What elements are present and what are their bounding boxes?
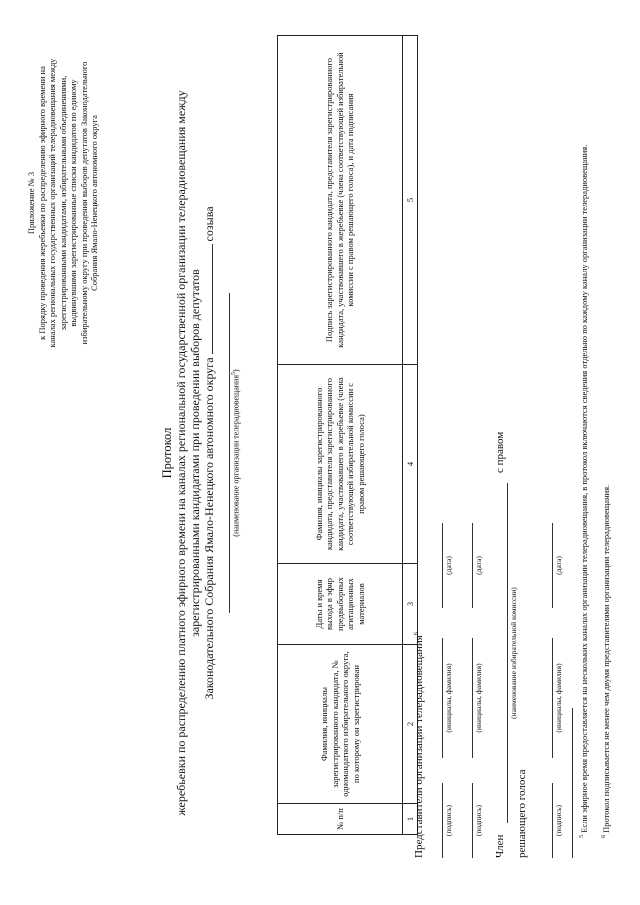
with-right-label: с правом: [494, 431, 506, 473]
name-line: [552, 638, 553, 758]
title-line: зарегистрированными кандидатами при проведении выборов депутатов: [188, 268, 202, 637]
footnote-mark: 5: [579, 834, 585, 838]
appendix-line: избирательному округу при проведении выборов депутатов Законодательного: [78, 61, 89, 344]
appendix-line: каналах региональных государственных организаций телерадиовещания между: [47, 57, 57, 348]
appendix-line: к Порядку проведения жеребьевки по распределению эфирного времени на: [36, 65, 47, 340]
signature-caption: (подпись): [554, 804, 563, 836]
table-header-row: [278, 35, 403, 834]
signature-line: [472, 783, 473, 858]
commission-caption: (наименование избирательной комиссии): [509, 586, 518, 719]
column-number: 4: [403, 364, 418, 563]
footnote-5: [577, 78, 589, 858]
footnote-ref: 6: [413, 631, 420, 635]
appendix-note: [26, 43, 100, 363]
document-title: [160, 23, 216, 883]
date-line: [552, 523, 553, 608]
date-line: [472, 523, 473, 608]
footnote-text: Если эфирное время предоставляется на нескольких каналах организации телерадиовещания, в протокол включаются сведения отдельно по каждому каналу организации телерадиовещания.: [578, 144, 589, 833]
footnote-ref: 5: [231, 371, 237, 375]
convocation-blank: [202, 244, 213, 354]
name-caption: (инициалы, фамилия): [554, 662, 563, 733]
header-signature: Подпись зарегистрированного кандидата, представителя зарегистрированного кандидата, участвовавшего в жеребьевке (члена соответствующей избирательной комиссии с правом решающего голоса), и дата подписания: [278, 35, 403, 364]
signature-caption: (подпись): [474, 804, 483, 836]
signature-line: [442, 783, 443, 858]
title-convocation: созыва: [202, 205, 216, 241]
name-caption: (инициалы, фамилия): [474, 662, 483, 733]
column-number: 5: [403, 35, 418, 364]
footnote-text: Протокол подписывается не менее чем двумя представителями организации телерадиовещания.: [600, 484, 611, 833]
footnote-6: [599, 78, 611, 858]
column-number: 1: [403, 803, 418, 834]
commission-line: [507, 483, 508, 823]
name-line: [472, 638, 473, 758]
header-candidate: Фамилия, инициалы зарегистрированного кандидата, № одномандатного избирательного округа, по которому он зарегистрирован: [278, 644, 403, 803]
protocol-table: [277, 35, 418, 835]
appendix-line: Собрания Ямало-Ненецкого автономного округа: [89, 114, 99, 291]
deciding-vote-label: решающего голоса: [516, 768, 528, 858]
representatives-label: [413, 632, 425, 858]
representatives-label-text: Представители организации телерадиовещания: [413, 634, 425, 858]
name-line: [442, 638, 443, 758]
date-caption: (дата): [474, 555, 483, 575]
org-name-caption: (наименование организации телерадиовещания: [231, 374, 241, 537]
footnote-mark: 6: [601, 834, 607, 838]
org-name-line: (наименование организации телерадиовещания$^5$): [229, 293, 241, 613]
member-label: Член: [494, 834, 506, 858]
column-number: 3: [403, 563, 418, 644]
header-airtime: Даты и время выхода в эфир предвыборных агитационных материалов: [278, 563, 403, 644]
header-number: № п/п: [278, 803, 403, 834]
appendix-number: Приложение № 3: [26, 171, 36, 234]
title-heading: Протокол: [160, 427, 174, 478]
date-caption: (дата): [554, 555, 563, 575]
protocol-page: [24, 23, 616, 883]
title-line: жеребьевки по распределению платного эфирного времени на каналах региональной государственной организации телерадиовещания между: [174, 89, 188, 816]
title-assembly: Законодательного Собрания Ямало-Ненецкого автономного округа: [202, 356, 216, 700]
signature-caption: (подпись): [444, 804, 453, 836]
date-line: [442, 523, 443, 608]
appendix-line: зарегистрированными кандидатами, избирательными объединениями,: [57, 75, 68, 330]
date-caption: (дата): [444, 555, 453, 575]
signature-line: [552, 783, 553, 858]
column-number: 2: [403, 644, 418, 803]
name-caption: (инициалы, фамилия): [444, 662, 453, 733]
title-line: [202, 23, 216, 883]
appendix-line: выдвинувшими зарегистрированные списки кандидатов по единому: [68, 78, 78, 327]
header-participant: Фамилия, инициалы зарегистрированного кандидата, представителя зарегистрированного кандидата, участвовавшего в жеребьевке (члена соответствующей избирательной комиссии с правом решающего голоса): [278, 364, 403, 563]
footnote-separator: [572, 708, 573, 858]
